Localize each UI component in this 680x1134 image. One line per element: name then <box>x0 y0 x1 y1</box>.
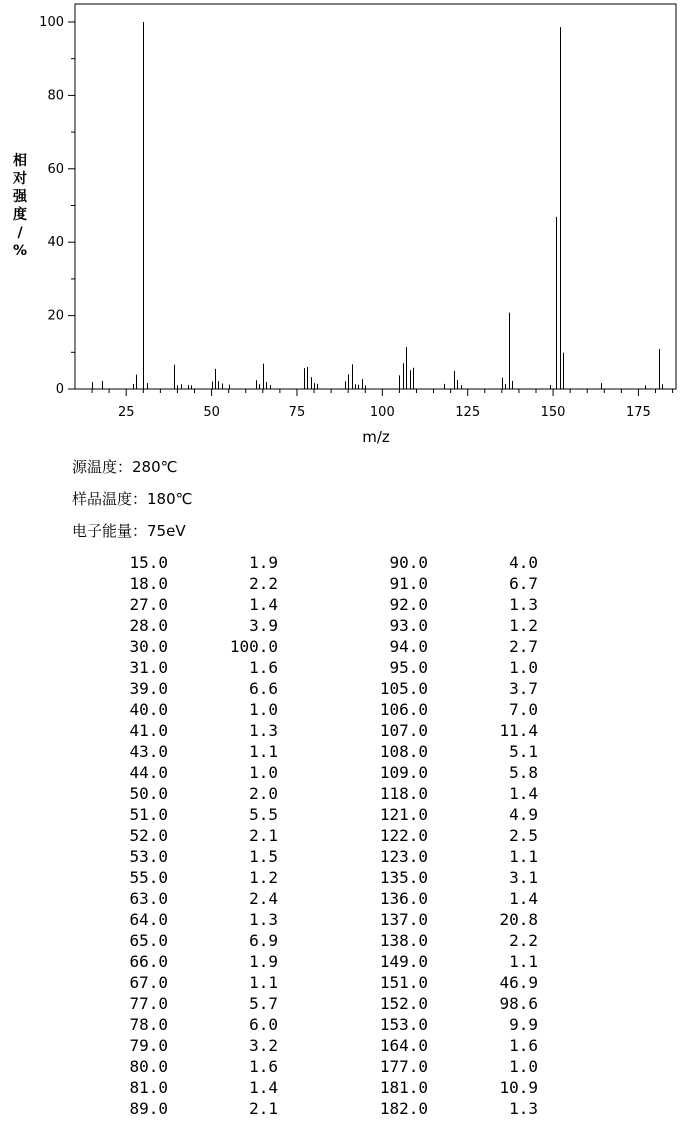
left-intensity-column <box>205 552 278 1119</box>
x-tick-label: 150 <box>540 405 566 420</box>
mz-value: 53.0 <box>129 847 168 866</box>
intensity-value: 1.3 <box>249 721 278 740</box>
mz-value: 43.0 <box>129 742 168 761</box>
intensity-value: 20.8 <box>499 910 538 929</box>
mz-value: 91.0 <box>389 574 428 593</box>
mz-value: 78.0 <box>129 1015 168 1034</box>
intensity-value: 9.9 <box>509 1015 538 1034</box>
mz-value: 108.0 <box>379 742 428 761</box>
mz-value: 122.0 <box>379 826 428 845</box>
sample-temperature: 样品温度：180℃ <box>72 490 193 508</box>
mz-value: 136.0 <box>379 889 428 908</box>
intensity-value: 3.1 <box>509 868 538 887</box>
mz-value: 50.0 <box>129 784 168 803</box>
mz-value: 39.0 <box>129 679 168 698</box>
mz-value: 51.0 <box>129 805 168 824</box>
intensity-value: 11.4 <box>499 721 538 740</box>
mz-value: 28.0 <box>129 616 168 635</box>
intensity-value: 1.4 <box>509 784 538 803</box>
intensity-value: 1.3 <box>509 595 538 614</box>
y-tick-label: 0 <box>55 382 64 397</box>
mz-value: 31.0 <box>129 658 168 677</box>
x-tick-label: 125 <box>455 405 481 420</box>
intensity-value: 4.0 <box>509 553 538 572</box>
source-temperature: 源温度：280℃ <box>72 458 178 476</box>
intensity-value: 2.1 <box>249 826 278 845</box>
x-tick-label: 175 <box>626 405 651 420</box>
intensity-value: 7.0 <box>509 700 538 719</box>
intensity-value: 1.1 <box>509 847 538 866</box>
intensity-value: 5.7 <box>249 994 278 1013</box>
mz-value: 92.0 <box>389 595 428 614</box>
plot-frame <box>75 4 676 389</box>
intensity-value: 1.0 <box>249 763 278 782</box>
mass-spectrum-chart <box>0 0 680 450</box>
mz-value: 121.0 <box>379 805 428 824</box>
mz-value: 79.0 <box>129 1036 168 1055</box>
mz-value: 137.0 <box>379 910 428 929</box>
intensity-value: 2.5 <box>509 826 538 845</box>
intensity-value: 2.7 <box>509 637 538 656</box>
mz-value: 30.0 <box>129 637 168 656</box>
intensity-value: 1.0 <box>509 1057 538 1076</box>
mz-value: 118.0 <box>379 784 428 803</box>
intensity-value: 1.0 <box>509 658 538 677</box>
intensity-value: 1.1 <box>509 952 538 971</box>
intensity-value: 4.9 <box>509 805 538 824</box>
mz-value: 15.0 <box>129 553 168 572</box>
intensity-value: 1.3 <box>249 910 278 929</box>
intensity-value: 2.2 <box>249 574 278 593</box>
intensity-value: 3.9 <box>249 616 278 635</box>
mz-value: 90.0 <box>389 553 428 572</box>
intensity-value: 1.1 <box>249 973 278 992</box>
mz-value: 151.0 <box>379 973 428 992</box>
mz-value: 153.0 <box>379 1015 428 1034</box>
mz-value: 107.0 <box>379 721 428 740</box>
mz-value: 77.0 <box>129 994 168 1013</box>
x-tick-label: 100 <box>369 405 395 420</box>
y-axis-title-char: 度 <box>13 207 27 223</box>
intensity-value: 2.0 <box>249 784 278 803</box>
x-axis-title: m/z <box>362 428 390 446</box>
mz-value: 182.0 <box>379 1099 428 1118</box>
intensity-value: 1.6 <box>249 658 278 677</box>
intensity-value: 3.7 <box>509 679 538 698</box>
intensity-value: 1.3 <box>509 1099 538 1118</box>
intensity-value: 5.1 <box>509 742 538 761</box>
mz-value: 44.0 <box>129 763 168 782</box>
intensity-value: 6.7 <box>509 574 538 593</box>
right-mz-column <box>355 552 428 1119</box>
intensity-value: 6.6 <box>249 679 278 698</box>
intensity-value: 1.1 <box>249 742 278 761</box>
intensity-value: 1.4 <box>509 889 538 908</box>
mz-value: 109.0 <box>379 763 428 782</box>
y-axis-title-char: % <box>12 243 28 259</box>
intensity-value: 5.8 <box>509 763 538 782</box>
x-tick-label: 50 <box>203 405 220 420</box>
intensity-value: 1.5 <box>249 847 278 866</box>
intensity-value: 1.9 <box>249 553 278 572</box>
mz-value: 93.0 <box>389 616 428 635</box>
intensity-value: 100.0 <box>229 637 278 656</box>
mz-value: 105.0 <box>379 679 428 698</box>
mz-value: 55.0 <box>129 868 168 887</box>
y-tick-label: 80 <box>47 88 64 104</box>
mz-value: 106.0 <box>379 700 428 719</box>
mz-value: 135.0 <box>379 868 428 887</box>
intensity-value: 6.9 <box>249 931 278 950</box>
y-tick-label: 40 <box>47 235 64 251</box>
intensity-value: 1.9 <box>249 952 278 971</box>
mz-value: 66.0 <box>129 952 168 971</box>
intensity-value: 3.2 <box>249 1036 278 1055</box>
mz-value: 149.0 <box>379 952 428 971</box>
intensity-value: 98.6 <box>499 994 538 1013</box>
mz-value: 80.0 <box>129 1057 168 1076</box>
y-axis-title <box>12 152 28 259</box>
mz-value: 81.0 <box>129 1078 168 1097</box>
intensity-value: 1.2 <box>509 616 538 635</box>
y-axis-title-char: / <box>17 225 23 241</box>
mz-value: 181.0 <box>379 1078 428 1097</box>
intensity-value: 1.6 <box>509 1036 538 1055</box>
intensity-value: 1.4 <box>249 595 278 614</box>
right-intensity-column <box>465 552 538 1119</box>
mz-value: 152.0 <box>379 994 428 1013</box>
y-axis-title-char: 对 <box>13 171 27 187</box>
mz-value: 64.0 <box>129 910 168 929</box>
y-axis-title-char: 相 <box>13 153 27 169</box>
y-tick-label: 60 <box>47 161 64 177</box>
intensity-value: 46.9 <box>499 973 538 992</box>
intensity-value: 5.5 <box>249 805 278 824</box>
mz-value: 18.0 <box>129 574 168 593</box>
mz-value: 123.0 <box>379 847 428 866</box>
intensity-value: 6.0 <box>249 1015 278 1034</box>
intensity-value: 1.4 <box>249 1078 278 1097</box>
mz-value: 41.0 <box>129 721 168 740</box>
mz-value: 164.0 <box>379 1036 428 1055</box>
mz-value: 52.0 <box>129 826 168 845</box>
intensity-value: 2.4 <box>249 889 278 908</box>
electron-energy: 电子能量：75eV <box>72 522 186 540</box>
left-mz-column <box>100 552 168 1119</box>
y-axis-title-char: 强 <box>13 189 27 205</box>
mz-value: 89.0 <box>129 1099 168 1118</box>
intensity-value: 1.6 <box>249 1057 278 1076</box>
mz-value: 94.0 <box>389 637 428 656</box>
y-tick-label: 100 <box>39 15 64 30</box>
mz-value: 177.0 <box>379 1057 428 1076</box>
x-tick-label: 75 <box>288 405 306 420</box>
y-tick-label: 20 <box>47 308 64 324</box>
mz-value: 138.0 <box>379 931 428 950</box>
mz-value: 95.0 <box>389 658 428 677</box>
mz-value: 63.0 <box>129 889 168 908</box>
intensity-value: 1.2 <box>249 868 278 887</box>
intensity-value: 2.1 <box>249 1099 278 1118</box>
intensity-value: 10.9 <box>499 1078 538 1097</box>
mz-value: 67.0 <box>129 973 168 992</box>
mz-value: 65.0 <box>129 931 168 950</box>
intensity-value: 1.0 <box>249 700 278 719</box>
mz-value: 27.0 <box>129 595 168 614</box>
mz-value: 40.0 <box>129 700 168 719</box>
x-tick-label: 25 <box>117 405 135 420</box>
intensity-value: 2.2 <box>509 931 538 950</box>
